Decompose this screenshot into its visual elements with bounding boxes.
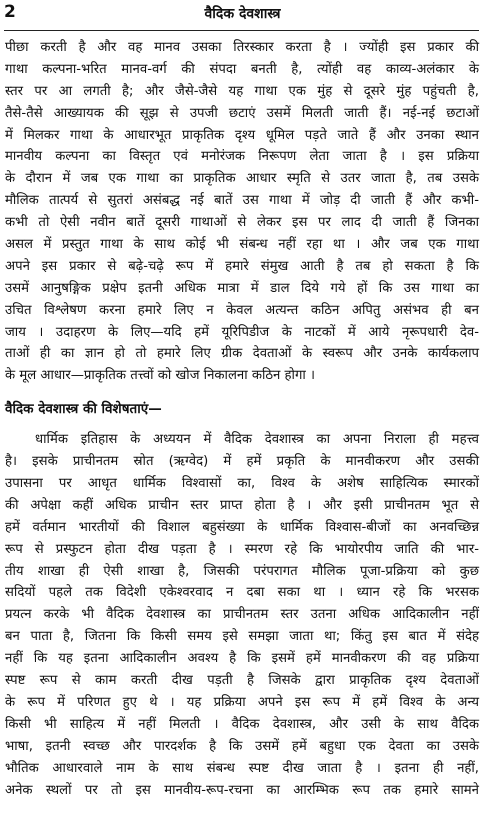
text-line: अनेक स्थलों पर तो इस मानवीय-रूप-रचना का आरम्भिक रूप तक हमारे सामने xyxy=(5,782,479,798)
text-line: है। इसके प्राचीनतम स्रोत (ऋग्वेद) में हमें प्रकृति के मानवीकरण और उसकी xyxy=(5,454,479,470)
running-title: वैदिक देवशास्त्र xyxy=(204,6,281,22)
text-line: ताओं ही का ज्ञान हो तो हमारे लिए ग्रीक देवताओं के स्वरूप और उनके कार्यकलाप xyxy=(5,346,479,362)
text-line: अपने इस प्रकार से बढ़े-चढ़े रूप में हमारे संमुख आती है तब हो सकता है कि xyxy=(5,258,479,274)
text-line: के मूल आधार—प्राकृतिक तत्त्वों को खोज निकालना कठिन होगा । xyxy=(5,368,315,384)
text-line: में मिलकर गाथा के आधारभूत प्राकृतिक दृश्य धूमिल पड़ते जाते हैं और उनका स्थान xyxy=(5,127,479,143)
text-line: प्रयत्न करके भी वैदिक देवशास्त्र का प्राचीनतम स्तर उतना अधिक आदिकालीन नहीं xyxy=(5,607,479,623)
text-line: भौतिक आधारवाले नाम के साथ संबन्ध स्पष्ट दीख जाता है । इतना ही नहीं, xyxy=(5,760,479,776)
text-line: बन पाता है, जितना कि किसी समय इसे समझा जाता था; किंतु इस बात में संदेह xyxy=(5,629,479,645)
paragraph-1 xyxy=(5,37,479,387)
text-line: गाथा कल्पना-भरित मानव-वर्ग की संपदा बनती है, त्योंही वह काव्य-अलंकार के xyxy=(5,61,479,77)
text-line: उचित विश्लेषण करना हमारे लिए न केवल अत्यन्त कठिन अपितु असंभव ही बन xyxy=(5,302,479,318)
text-line: स्तर पर आ लगती है; और जैसे-जैसे यह गाथा एक मुंह से दूसरे मुंह पहुंचती है, xyxy=(5,83,479,99)
text-line: उपासना पर आधृत धार्मिक विश्वासों का, विश्व के अशेष साहित्यिक स्मारकों xyxy=(5,476,479,492)
text-line: मौलिक तात्पर्य से सुतरां असंबद्ध नई बातें उस गाथा में जोड़ दी जाती हैं और कभी- xyxy=(5,193,479,209)
page-header xyxy=(0,0,485,30)
text-line: रूप से प्रस्फुटन होता दीख पड़ता है । स्मरण रहे कि भायोरपीय जाति की भार- xyxy=(5,541,479,557)
section-heading: वैदिक देवशास्त्र की विशेषताएं— xyxy=(5,401,162,418)
text-line: नहीं कि यह इतना आदिकालीन अवश्य है कि इसमें हमें मानवीकरण की वह प्रक्रिया xyxy=(5,651,479,667)
text-line: सदियों पहले तक विदेशी एकेश्वरवाद न दबा सका था । ध्यान रहे कि भरसक xyxy=(5,585,479,601)
text-line: असल में प्रस्तुत गाथा के साथ कोई भी संबन्ध नहीं रहा था । और जब एक गाथा xyxy=(5,237,479,253)
header-rule xyxy=(4,30,479,31)
text-line: तैसे-तैसे आख्यायक की सूझ से उपजी छटाएं उसमें मिलती जाती हैं। नई-नई छटाओं xyxy=(5,105,479,121)
text-line: हमें वर्तमान भारतीयों की विशाल बहुसंख्या के धार्मिक विश्वास-बीजों का अनवच्छिन्न xyxy=(5,519,479,535)
text-line: किसी भी साहित्य में नहीं मिलती । वैदिक देवशास्त्र, और उसी के साथ वैदिक xyxy=(5,716,479,732)
text-line: की अपेक्षा कहीं अधिक प्राचीन स्तर प्राप्त होता है । और इसी प्राचीनतम भूत से xyxy=(5,497,479,513)
text-line: तीय शाखा ही ऐसी शाखा है, जिसकी परंपरागत मौलिक पूजा-प्रक्रिया को कुछ xyxy=(5,563,479,579)
text-line: पीछा करती है और वह मानव उसका तिरस्कार करता है । ज्योंही इस प्रकार की xyxy=(5,40,479,55)
text-line: कभी तो ऐसी नवीन बातें दूसरी गाथाओं से लेकर इस पर लाद दी जाती हैं जिनका xyxy=(5,215,479,231)
page-number: 2 xyxy=(4,2,16,22)
text-line: भाषा, इतनी स्वच्छ और पारदर्शक है कि उसमें हमें बहुधा एक देवता का उसके xyxy=(5,738,479,754)
text-line: मानवीय कल्पना का विस्तृत एवं मनोरंजक निरूपण लेता जाता है । इस प्रक्रिया xyxy=(5,149,479,165)
paragraph-2 xyxy=(5,429,479,801)
text-line: के रूप में परिणत हुए थे । यह प्रक्रिया अपने इस रूप में हमें विश्व के अन्य xyxy=(5,694,479,710)
text-line: स्पष्ट रूप से काम करती दीख पड़ती है जिसके द्वारा प्राकृतिक दृश्य देवताओं xyxy=(5,673,479,689)
text-line: उसमें आनुषङ्गिक प्रक्षेप इतनी अधिक मात्रा में डाल दिये गये हों कि उस गाथा का xyxy=(5,280,479,296)
text-line: जाय । उदाहरण के लिए—यदि हमें यूरिपिडीज के नाटकों में आये नृरूपधारी देव- xyxy=(5,324,479,340)
text-line: के दौरान में जब एक गाथा का प्राकृतिक आधार स्मृति से उतर जाता है, तब उसके xyxy=(5,171,479,187)
text-line: धार्मिक इतिहास के अध्ययन में वैदिक देवशास्त्र का अपना निराला ही महत्त्व xyxy=(35,432,479,448)
page-body xyxy=(5,37,479,801)
